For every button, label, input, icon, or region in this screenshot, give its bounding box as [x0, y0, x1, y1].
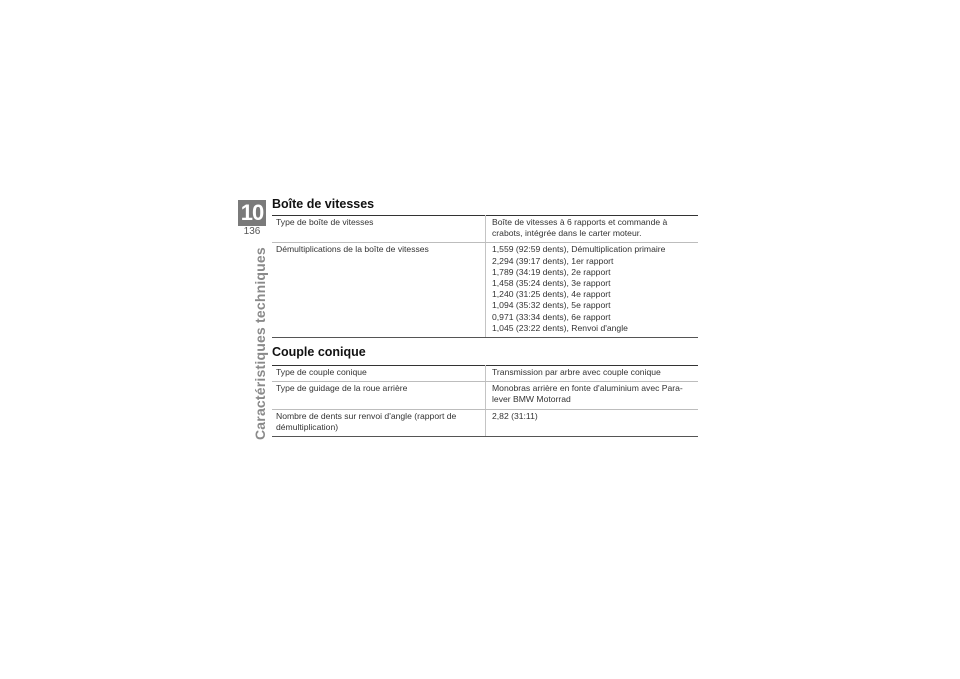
table-row: [272, 409, 698, 436]
chapter-side-title: Caractéristiques techniques: [252, 247, 268, 440]
row-label: [272, 243, 486, 338]
row-value: [486, 366, 699, 382]
page-number: 136: [243, 226, 261, 237]
row-value-line: lever BMW Motorrad: [492, 394, 571, 405]
table-row: [272, 243, 698, 338]
row-label-line: Type de couple conique: [276, 367, 367, 377]
row-value-line: Boîte de vitesses à 6 rapports et commande à: [492, 217, 668, 227]
row-value: [486, 409, 699, 436]
row-value: [486, 382, 699, 409]
row-value: [486, 216, 699, 243]
row-label: [272, 409, 486, 436]
chapter-number-badge: 10: [238, 200, 266, 226]
row-label-line: Type de guidage de la roue arrière: [276, 383, 408, 394]
row-value: [486, 243, 699, 338]
row-value-line: 2,82 (31:11): [492, 410, 538, 421]
row-value-line: 1,789 (34:19 dents), 2e rapport: [492, 266, 611, 277]
table-row: [272, 382, 698, 409]
row-label-line: Type de boîte de vitesses: [276, 217, 374, 227]
row-value-line: Monobras arrière en fonte d'aluminium avec Para-: [492, 383, 683, 394]
row-value-line: 2,294 (39:17 dents), 1er rapport: [492, 255, 614, 266]
section-heading-bevel-gear: Couple conique: [272, 345, 366, 359]
row-value-line: Transmission par arbre avec couple conique: [492, 367, 661, 377]
row-value-line: crabots, intégrée dans le carter moteur.: [492, 228, 642, 239]
row-label-line: Démultiplications de la boîte de vitesses: [276, 244, 429, 255]
row-value-line: 1,458 (35:24 dents), 3e rapport: [492, 278, 611, 289]
row-label-line: Nombre de dents sur renvoi d'angle (rapport de: [276, 410, 457, 421]
row-label: [272, 366, 486, 382]
section-heading-gearbox: Boîte de vitesses: [272, 197, 375, 211]
row-value-line: 1,559 (92:59 dents), Démultiplication primaire: [492, 244, 666, 255]
table-row: [272, 216, 698, 243]
row-label-line: démultiplication): [276, 421, 339, 432]
bevel-gear-spec-table: [272, 365, 698, 437]
gearbox-spec-table: [272, 215, 698, 338]
row-value-line: 1,094 (35:32 dents), 5e rapport: [492, 300, 611, 311]
row-value-line: 0,971 (33:34 dents), 6e rapport: [492, 311, 611, 322]
row-label: [272, 216, 486, 243]
row-label: [272, 382, 486, 409]
row-value-line: 1,045 (23:22 dents), Renvoi d'angle: [492, 322, 628, 333]
table-row: [272, 366, 698, 382]
row-value-line: 1,240 (31:25 dents), 4e rapport: [492, 289, 611, 300]
